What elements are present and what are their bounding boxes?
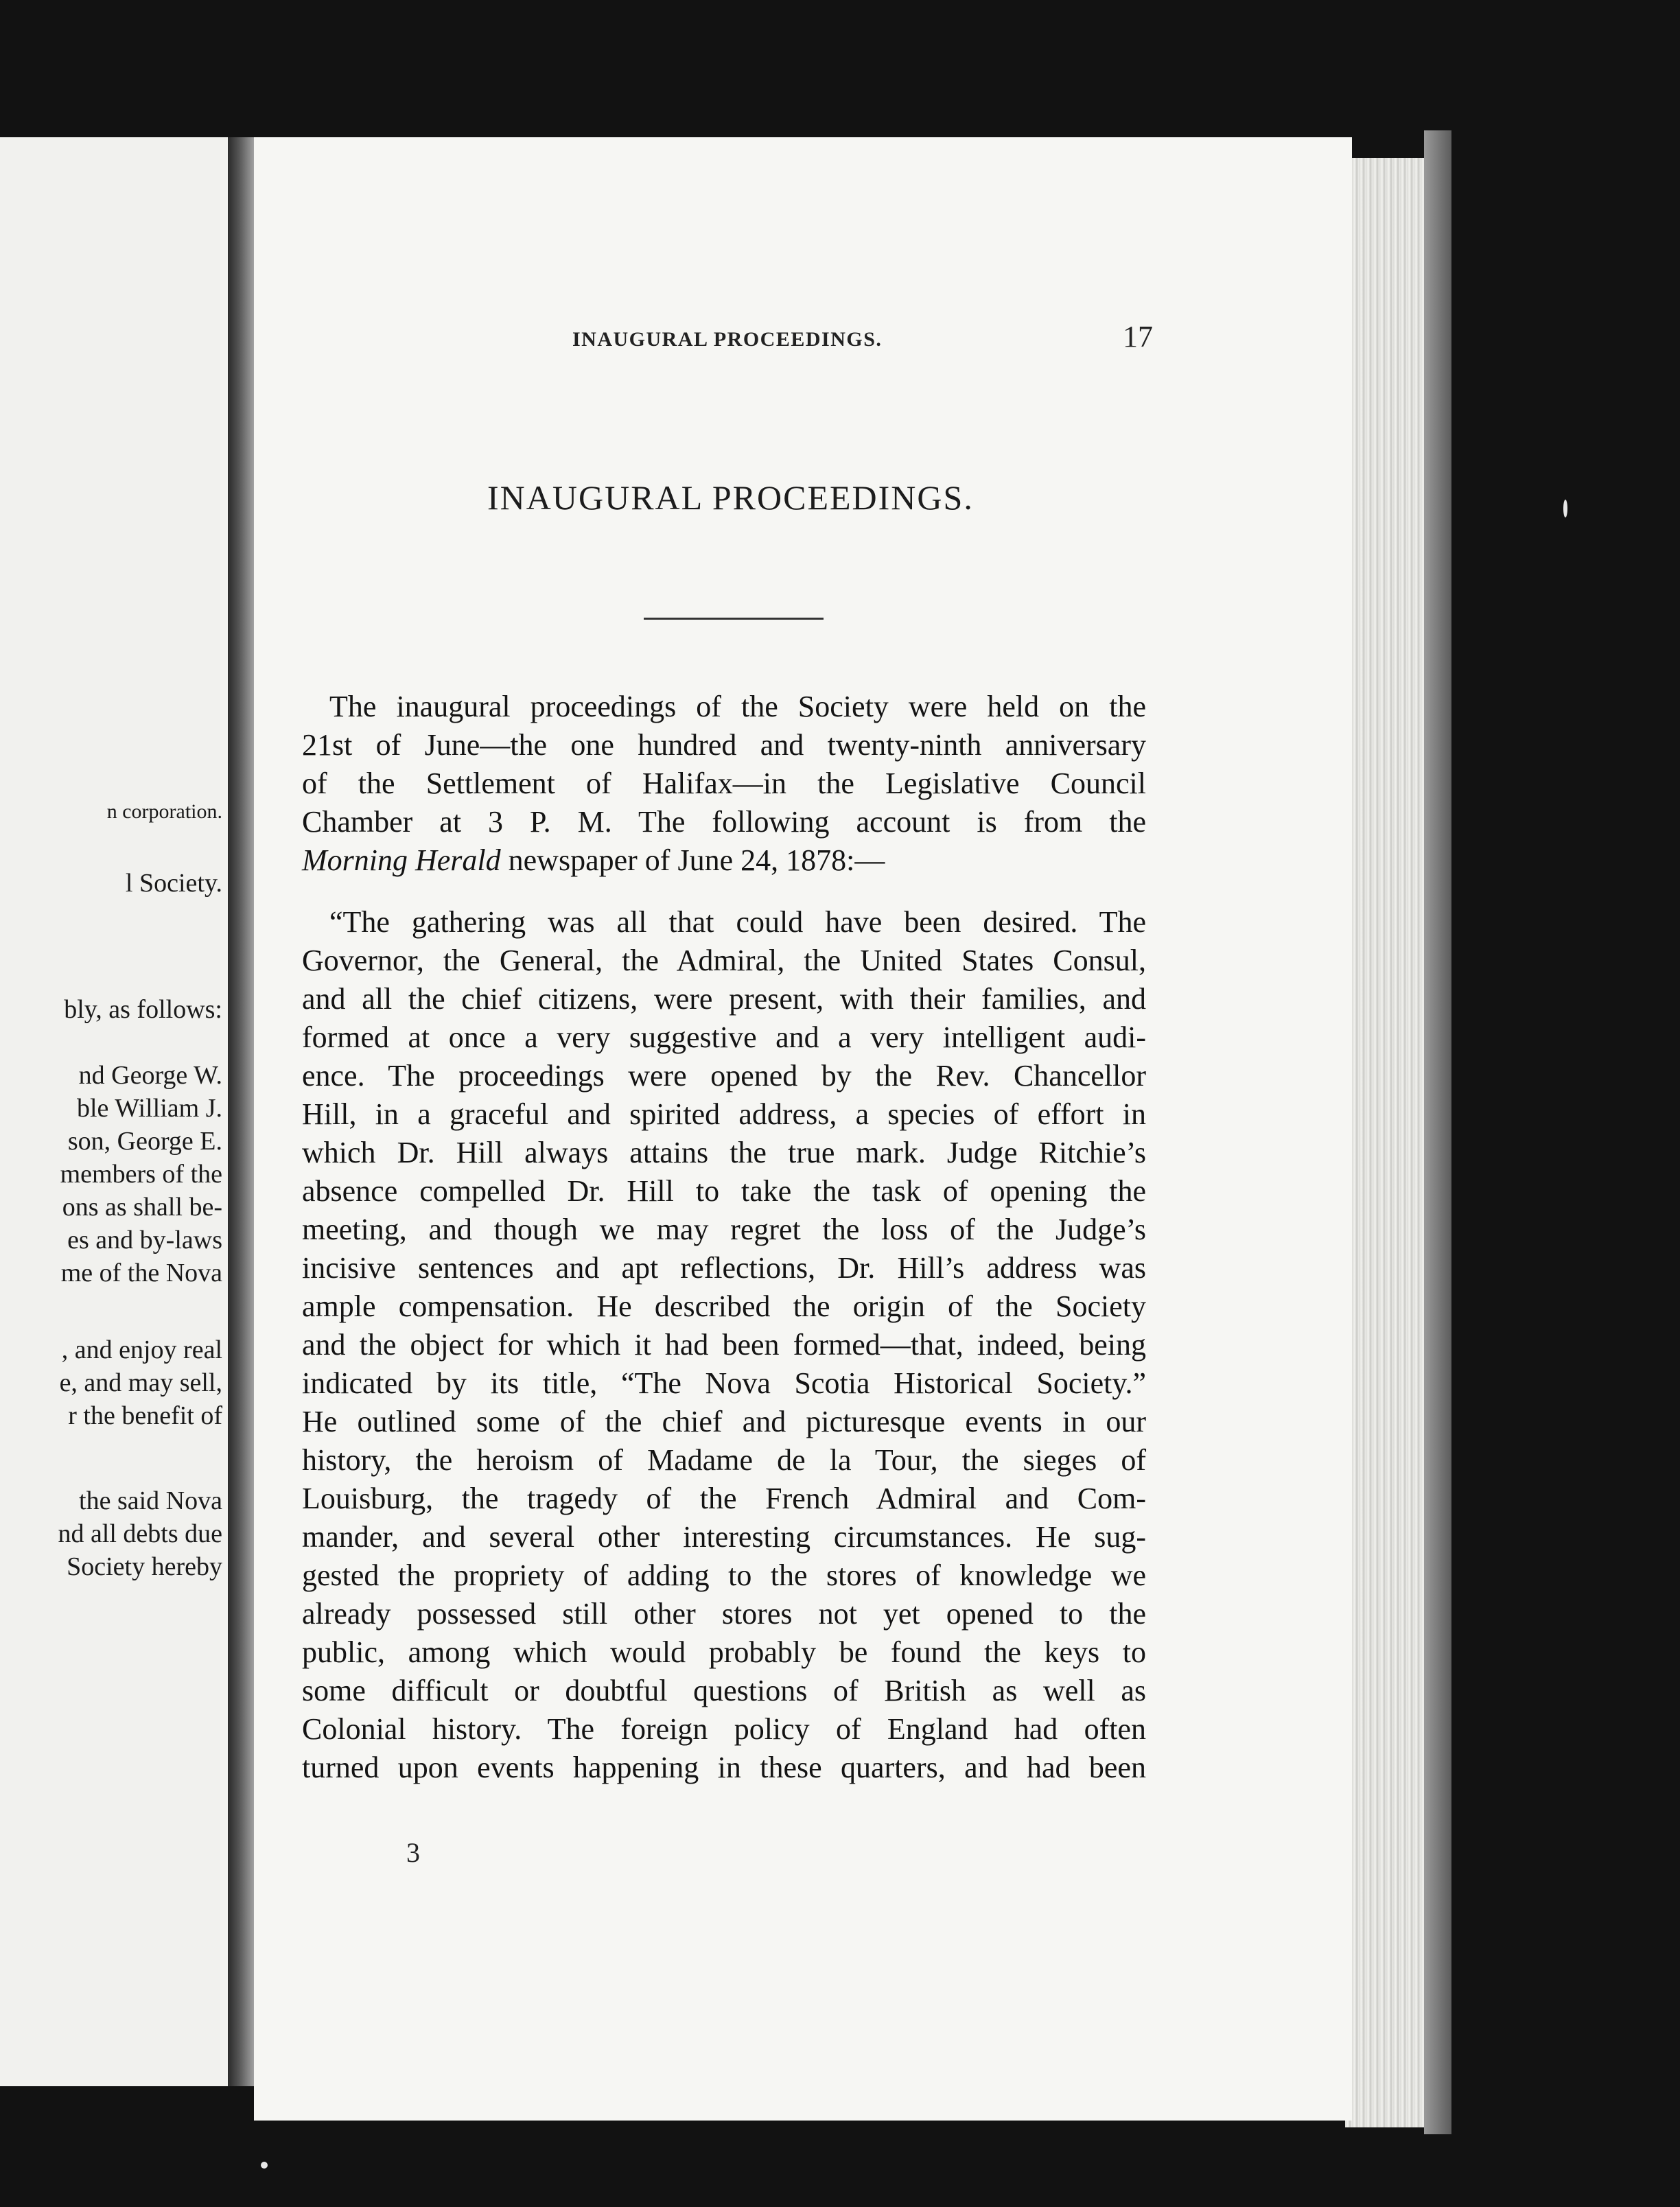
- page-edges: [1345, 158, 1427, 2127]
- body-line: Governor, the General, the Admiral, the United States Consul,: [302, 944, 1146, 977]
- cover-edge: [1424, 130, 1451, 2134]
- page-number: 17: [1123, 320, 1153, 353]
- body-line: meeting, and though we may regret the loss of the Judge’s: [302, 1213, 1146, 1246]
- body-line: which Dr. Hill always attains the true mark. Judge Ritchie’s: [302, 1136, 1146, 1169]
- body-line: Chamber at 3 P. M. The following account is from the: [302, 805, 1146, 839]
- body-line: ample compensation. He described the origin of the Society: [302, 1289, 1146, 1323]
- right-page: [254, 137, 1352, 2121]
- signature-mark: 3: [406, 1837, 420, 1868]
- body-line: absence compelled Dr. Hill to take the task of opening the: [302, 1174, 1146, 1208]
- left-page-line: es and by-laws: [67, 1226, 222, 1254]
- body-line: “The gathering was all that could have been desired. The: [329, 905, 1146, 939]
- left-page-line: , and enjoy real: [61, 1335, 222, 1364]
- body-line: and the object for which it had been formed—that, indeed, being: [302, 1328, 1146, 1362]
- left-page-line: son, George E.: [67, 1127, 222, 1156]
- running-head: INAUGURAL PROCEEDINGS.: [572, 328, 883, 351]
- body-line: [302, 845, 1146, 876]
- left-page-line: me of the Nova: [60, 1259, 222, 1287]
- body-line: incisive sentences and apt reflections, Dr. Hill’s address was: [302, 1251, 1146, 1285]
- title-rule: [644, 618, 824, 620]
- body-line: gested the propriety of adding to the stores of knowledge we: [302, 1558, 1146, 1592]
- left-page-line: ble William J.: [76, 1094, 222, 1123]
- left-page-line: nd George W.: [78, 1061, 222, 1090]
- left-page-line: ons as shall be-: [62, 1193, 222, 1222]
- body-line: some difficult or doubtful questions of British as well as: [302, 1674, 1146, 1707]
- left-page-line: Society hereby: [67, 1552, 222, 1581]
- left-page-line: members of the: [60, 1160, 222, 1189]
- left-page-line: the said Nova: [79, 1486, 222, 1515]
- scan-speck: [1563, 500, 1567, 517]
- body-line: Louisburg, the tragedy of the French Admiral and Com-: [302, 1482, 1146, 1515]
- body-line: indicated by its title, “The Nova Scotia Historical Society.”: [302, 1366, 1146, 1400]
- body-line: mander, and several other interesting circumstances. He sug-: [302, 1520, 1146, 1554]
- body-line: formed at once a very suggestive and a very intelligent audi-: [302, 1020, 1146, 1054]
- body-line: history, the heroism of Madame de la Tour, the sieges of: [302, 1443, 1146, 1477]
- left-page-line: e, and may sell,: [59, 1368, 222, 1397]
- page-title: INAUGURAL PROCEEDINGS.: [487, 478, 974, 517]
- body-line: ence. The proceedings were opened by the Rev. Chancellor: [302, 1059, 1146, 1093]
- body-line: of the Settlement of Halifax—in the Legislative Council: [302, 767, 1146, 800]
- body-line: Colonial history. The foreign policy of England had often: [302, 1712, 1146, 1746]
- body-line-text: newspaper of June 24, 1878:—: [508, 843, 885, 877]
- left-page-line: nd all debts due: [58, 1519, 222, 1548]
- left-page-line: n corporation.: [106, 800, 222, 823]
- body-line: Hill, in a graceful and spirited address, a species of effort in: [302, 1097, 1146, 1131]
- newspaper-name: Morning Herald: [302, 843, 501, 877]
- body-line: The inaugural proceedings of the Society were held on the: [329, 690, 1146, 723]
- left-page-line: l Society.: [125, 869, 222, 898]
- body-line: public, among which would probably be found the keys to: [302, 1635, 1146, 1669]
- left-page-line: bly, as follows:: [64, 995, 222, 1024]
- body-line: He outlined some of the chief and picturesque events in our: [302, 1405, 1146, 1438]
- body-line: and all the chief citizens, were present, with their families, and: [302, 982, 1146, 1016]
- left-page-line: r the benefit of: [68, 1401, 222, 1430]
- body-line: 21st of June—the one hundred and twenty-ninth anniversary: [302, 728, 1146, 762]
- left-page: [0, 137, 232, 2086]
- body-line: already possessed still other stores not yet opened to the: [302, 1597, 1146, 1631]
- scan-speck: [261, 2162, 268, 2169]
- body-line: turned upon events happening in these quarters, and had been: [302, 1751, 1146, 1784]
